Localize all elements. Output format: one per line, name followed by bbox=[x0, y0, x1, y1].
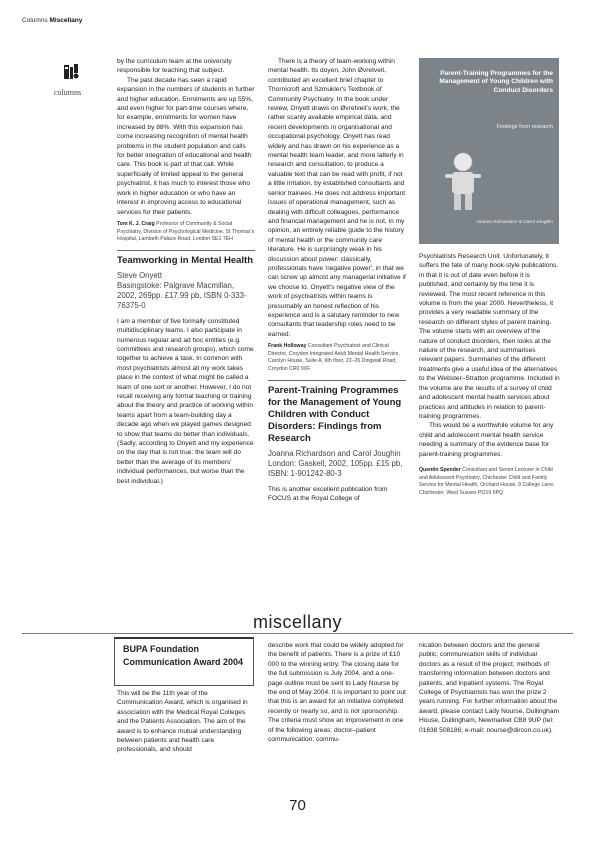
review-publisher: Basingstoke: Palgrave Macmillan, 2002, 269pp. £17.99 pb, ISBN 0-333-76375-0 bbox=[117, 280, 247, 310]
review-book-details bbox=[117, 271, 255, 311]
review-publisher: London: Gaskell, 2002, 105pp. £15 pb, ISBN: 1-901242-80-3 bbox=[268, 458, 403, 478]
review-book-details bbox=[268, 449, 406, 479]
columns-label: columns bbox=[54, 88, 82, 97]
columns-logo-icon bbox=[62, 63, 80, 81]
col2-paragraph-1: There is a theory of team-working within mental health. Its doyen, John Øvretveit, contributed an excellent brief chapter to Thornicroft and Szmukler's Textbook of Community Psychiatry. In the book under review, Onyett draws on Øvretveit's work, the rather scanty available empirical data, and recent developments in organisational and occupational psychology. Onyett has read widely and has drawn on his experience as a mental health team leader, and more latterly in research and consultation, to produce a valuable text that can be read with profit, if not a little irritation, by established consultants and senior trainees. He does not address important issues of operational management, such as dealing with difficult colleagues, performance and financial management and he is not, in my opinion, an entirely reliable guide to the history of mental health or the community care literature. He is surprisingly weak in his discussion about power: classically, professionals have 'negative power', in that we can screw up almost any managerial initiative if we choose to. Onyett's negative view of the work of psychiatrists within teams is presumably an honest reflection of his experience and is a salutary reminder to new consultants that leadership roles need to be earned. bbox=[268, 58, 406, 338]
miscellany-column-3 bbox=[419, 641, 560, 735]
reviewer-signature bbox=[117, 221, 255, 244]
header-section: Columns bbox=[22, 17, 48, 24]
child-figure-icon bbox=[441, 150, 485, 214]
reviewer-name: Tom K. J. Craig bbox=[117, 220, 155, 227]
page-number: 70 bbox=[289, 797, 306, 814]
column-1 bbox=[117, 57, 255, 486]
book-cover-image bbox=[419, 58, 559, 244]
reviewer-affiliation: Professor of Community & Social Psychiatry, Division of Psychological Medicine, St Thomas's Hospital, Lambeth Palace Road, London SE1 7EH bbox=[117, 220, 255, 243]
review-author: Steve Onyett bbox=[117, 270, 163, 280]
col1-paragraph-2: The past decade has seen a rapid expansion in the numbers of students in further and higher education. Enrolments are up 55%, and even higher for part-time courses where, for example, enrolments for women have increased by 88%. With this expansion has come increasing recognition of mental health problems in the student population and calls for better integration of educational and health care. This book is part of that call. While superficially of limited appeal to the general psychiatrist, it has much to interest those who work in higher education or who have an interest in improving access to educational services for their patients. bbox=[117, 76, 255, 216]
misc-paragraph-2: describe work that could be widely adopted for the benefit of patients. There is a prize of £10 000 to the winning entry. The closing date for the full submission is July 2004, and a one-page outline must be sent to Lady Nourse by the end of May 2004. It is important to point out that this is an award for an initiative completed recently or nearly so, and is not sponsorship. The criteria must show an improvement in one of the following areas: doctor–patient communication; commu- bbox=[268, 642, 406, 744]
reviewer-name: Quentin Spender bbox=[419, 466, 461, 473]
review-paragraph: I am a member of five formally constituted multidisciplinary teams. I also participate in numerous regular and ad hoc entities (e.g. committees and research groups), which come together to achieve a task. In common with most psychiatrists almost all my work takes place in the context of what might be called a team of one sort or another. However, I do not recall receiving any formal teaching or training about the theory and practice of working within teams apart from a team-building day a decade ago when we played games designed to show that teams do better than individuals. (Sadly, according to Onyett and my experience on the day that is not true: the team will do better than the average of its members' individual performances, but worse than the best individual.) bbox=[117, 317, 254, 485]
running-header bbox=[22, 17, 82, 24]
misc-paragraph-1: This will be the 11th year of the Communication Award, which is organised in association with the Medical Royal Colleges and the Patients Association. The aim of the award is to enhance mutual understanding between patients and health care professionals, and should bbox=[117, 690, 248, 754]
miscellany-rule bbox=[22, 633, 573, 634]
col1-paragraph-1: by the curriculum team at the university responsible for teaching that subject. bbox=[117, 58, 232, 75]
review-author: Joanna Richardson and Carol Joughin bbox=[268, 448, 401, 458]
review-title: Teamworking in Mental Health bbox=[117, 254, 254, 266]
cover-title: Parent-Training Programmes for the Management of Young Children with Conduct Disorders bbox=[439, 70, 553, 94]
reviewer-signature bbox=[268, 343, 406, 373]
review-paragraph: This is another excellent publication from FOCUS at the Royal College of bbox=[268, 485, 388, 502]
col3-paragraph-2: This would be a worthwhile volume for any child and adolescent mental health service needing a summary of the evidence base for parent-training programmes. bbox=[419, 422, 554, 458]
misc-paragraph-3: nication between doctors and the general public; communication skills of individual doctors as a result of the project; methods of transferring information between doctors and patients, and inpatient systems. The Royal College of Psychiatrists has won the prize 2 years running. For further information about the award, please contact Lady Nourse, Dullingham House, Dullingham, Newmarket CB8 9UP (tel: 01638 508186; e-mail: nourse@dircon.co.uk). bbox=[419, 642, 560, 734]
reviewer-name: Frank Holloway bbox=[268, 343, 307, 350]
reviewer-affiliation: Consultant and Senior Lecturer in Child and Adolescent Psychiatry, Chichester Child and Family Service for Mental Health, Orchard House, 9 College Lane, Chichester, West Sussex PO19 6PQ bbox=[419, 466, 555, 496]
award-title: BUPA Foundation Communication Award 2004 bbox=[123, 644, 244, 667]
column-3 bbox=[419, 252, 560, 497]
review-title: Parent-Training Programmes for the Management of Young Children with Conduct Disorders: Findings from Research bbox=[268, 384, 402, 444]
reviewer-affiliation: Consultant Psychiatrist and Clinical Director, Croydon Integrated Adult Mental Health Service, Carolyn House, Suite A, 6th floor, 22–26 Dingwall Road, Croydon CR0 9XF bbox=[268, 343, 400, 372]
cover-subtitle: Findings from research bbox=[496, 124, 553, 130]
miscellany-column-2 bbox=[268, 641, 406, 744]
divider bbox=[117, 250, 255, 251]
col3-paragraph-1: Psychiatrists Research Unit. Unfortunately, it suffers the fate of many book-style publications, in that it is out of date even before it is published, and certainly by the time it is reviewed. The most recent reference in this volume is from the year 2000. Nevertheless, it provides a very readable summary of the research on different styles of parent training. The volume starts with an overview of the nature of conduct disorders, then looks at the nature of the research, and summarises relevant papers. Summaries of the different treatments give a useful idea of the alternatives to the Webster–Stratton programme. Included in the volume are the results of a survey of child and adolescent mental health services about practices and attitudes in relation to parent-training programmes. bbox=[419, 253, 560, 420]
award-title-box bbox=[114, 637, 254, 686]
header-title: Miscellany bbox=[49, 17, 83, 24]
miscellany-column-1 bbox=[117, 689, 255, 755]
reviewer-signature bbox=[419, 467, 560, 497]
miscellany-heading: miscellany bbox=[252, 612, 343, 632]
divider bbox=[268, 380, 406, 381]
cover-authors: Joanna Richardson & Carol Joughin bbox=[476, 220, 553, 225]
column-2 bbox=[268, 57, 406, 503]
